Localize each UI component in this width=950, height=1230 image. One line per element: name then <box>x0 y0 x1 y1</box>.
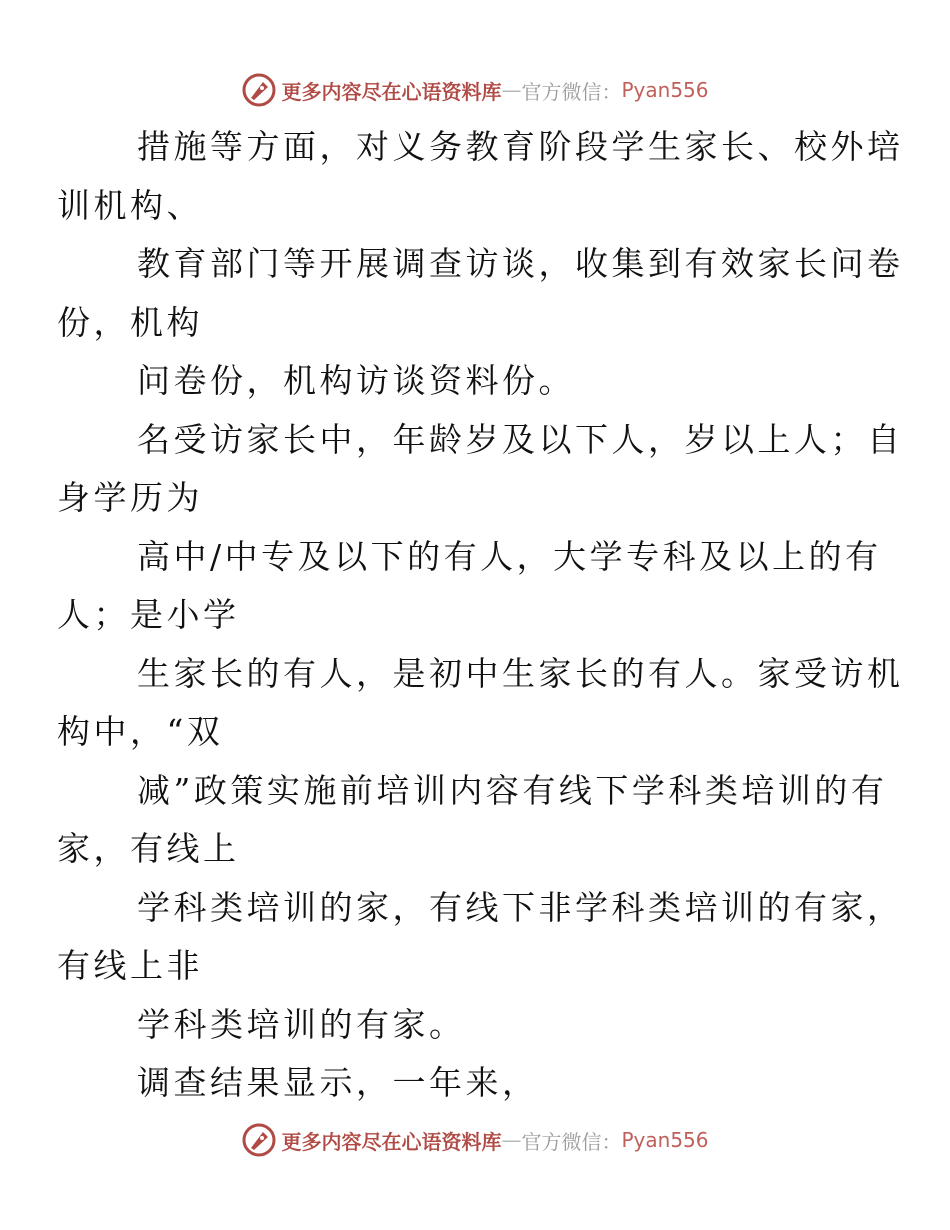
paragraph <box>57 235 904 352</box>
footer-banner <box>0 1120 950 1160</box>
banner-sub-text: 官方微信： <box>521 1129 622 1154</box>
paragraph <box>57 528 882 645</box>
pen-nib-circle-icon <box>241 72 277 108</box>
paragraph <box>57 762 888 879</box>
text-line: 身学历为 <box>57 478 203 517</box>
banner-main-text: 更多内容尽在心语资料库 <box>281 79 502 104</box>
text-line: 高中/中专及以下的有人，大学专科及以上的有 <box>137 536 882 576</box>
banner-text <box>281 1126 708 1155</box>
text-line: 份，机构 <box>57 302 203 342</box>
banner-contact-text: Pyan556 <box>621 78 709 102</box>
text-line: 学科类培训的家，有线下非学科类培训的有家， <box>137 887 904 927</box>
text-line: 训机构、 <box>57 185 203 225</box>
text-line: 减”政策实施前培训内容有线下学科类培训的有 <box>137 770 888 810</box>
paragraph <box>57 879 904 996</box>
paragraph <box>97 1054 857 1113</box>
text-line: 构中，“双 <box>57 712 224 751</box>
paragraph <box>57 645 904 762</box>
text-line: 调查结果显示，一年来， <box>137 1063 539 1102</box>
banner-text <box>281 76 708 105</box>
banner-sub-text: 官方微信： <box>521 79 622 104</box>
header-banner <box>0 70 950 110</box>
text-line: 家，有线上 <box>57 829 240 868</box>
text-line: 名受访家长中，年龄岁及以下人，岁以上人；自 <box>137 419 904 459</box>
paragraph <box>57 118 904 235</box>
text-line: 教育部门等开展调查访谈，收集到有效家长问卷 <box>137 244 904 283</box>
banner-dash: — <box>501 1128 522 1152</box>
text-line: 有线上非 <box>57 946 203 985</box>
text-line: 问卷份，机构访谈资料份。 <box>137 361 575 400</box>
pen-nib-circle-icon <box>241 1122 277 1158</box>
paragraph <box>97 352 857 411</box>
banner-contact-text: Pyan556 <box>621 1128 709 1152</box>
paragraph <box>57 411 904 528</box>
text-line: 人；是小学 <box>57 595 240 634</box>
document-body <box>57 118 904 1113</box>
paragraph <box>97 996 857 1055</box>
banner-main-text: 更多内容尽在心语资料库 <box>281 1129 502 1154</box>
text-line: 学科类培训的有家。 <box>137 1004 466 1044</box>
text-line: 生家长的有人，是初中生家长的有人。家受访机 <box>137 653 904 693</box>
banner-dash: — <box>501 78 522 102</box>
text-line: 措施等方面，对义务教育阶段学生家长、校外培 <box>137 127 904 166</box>
